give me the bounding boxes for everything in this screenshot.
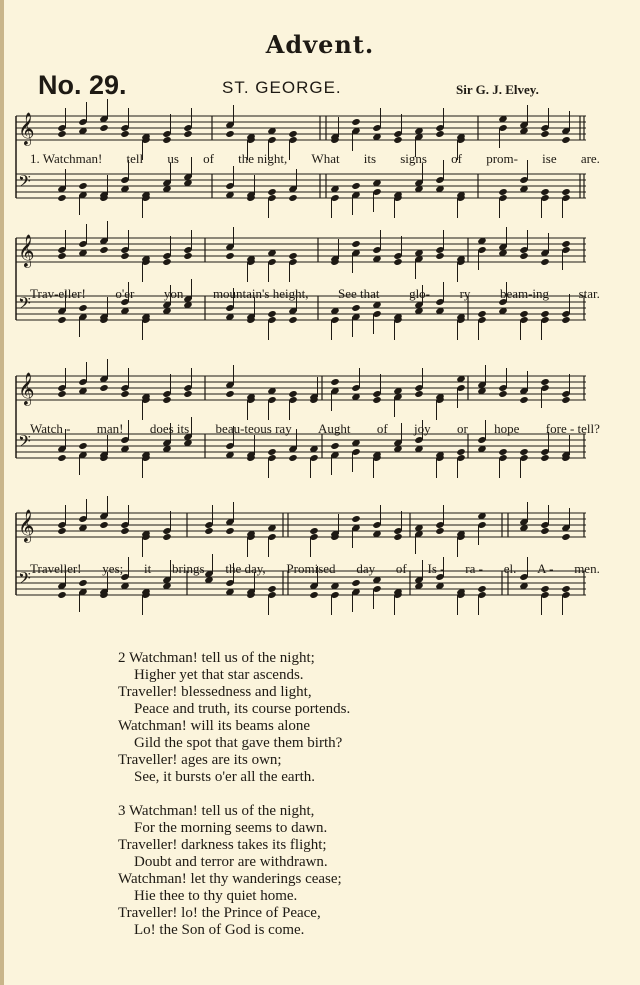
note-head bbox=[267, 188, 276, 196]
note-head bbox=[57, 316, 66, 324]
lyric-syllable: ry bbox=[459, 286, 471, 301]
treble-clef: 𝄞 bbox=[18, 509, 35, 542]
composer: Sir G. J. Elvey. bbox=[456, 82, 539, 97]
note-head bbox=[540, 310, 549, 318]
note-head bbox=[351, 304, 360, 312]
note-head bbox=[351, 515, 360, 523]
note-head bbox=[288, 390, 297, 398]
lyric-syllable: Promised bbox=[286, 561, 336, 576]
note-head bbox=[414, 390, 423, 398]
note-head bbox=[120, 390, 129, 398]
note-head bbox=[435, 252, 444, 260]
note-head bbox=[183, 390, 192, 398]
note-head bbox=[561, 240, 570, 248]
note-head bbox=[57, 130, 66, 138]
note-head bbox=[57, 454, 66, 462]
verse-line: Doubt and terror are withdrawn. bbox=[134, 854, 328, 870]
note-head bbox=[120, 527, 129, 535]
verse-2 bbox=[118, 650, 350, 786]
note-head bbox=[561, 533, 570, 541]
lyric-syllable: of bbox=[376, 421, 388, 436]
lyric-syllable: 1. Watchman! bbox=[30, 151, 103, 166]
note-head bbox=[519, 252, 528, 260]
lyric-syllable: Trav-eller! bbox=[30, 286, 86, 301]
note-head bbox=[288, 316, 297, 324]
note-head bbox=[351, 118, 360, 126]
music-system-1 bbox=[0, 110, 640, 230]
note-head bbox=[183, 130, 192, 138]
note-head bbox=[162, 396, 171, 404]
lyric-syllable: Is - bbox=[427, 561, 445, 576]
note-head bbox=[57, 591, 66, 599]
lyric-syllable: signs bbox=[400, 151, 427, 166]
verse-line: Traveller! ages are its own; bbox=[118, 752, 282, 768]
lyric-syllable: Traveller! bbox=[30, 561, 82, 576]
note-head bbox=[351, 182, 360, 190]
lyric-line-2 bbox=[30, 286, 600, 302]
note-head bbox=[225, 130, 234, 138]
note-head bbox=[498, 448, 507, 456]
bass-clef: 𝄢 bbox=[18, 171, 31, 195]
note-head bbox=[498, 188, 507, 196]
lyric-syllable: beam-ing bbox=[499, 286, 550, 301]
lyric-syllable: the day, bbox=[225, 561, 266, 576]
verse-line: Peace and truth, its course portends. bbox=[134, 701, 351, 717]
lyric-syllable: ise bbox=[542, 151, 557, 166]
note-head bbox=[330, 378, 339, 386]
note-head bbox=[267, 310, 276, 318]
lyric-syllable: of bbox=[203, 151, 214, 166]
lyric-syllable: What bbox=[311, 151, 340, 166]
verse-line: Watchman! let thy wanderings cease; bbox=[118, 871, 342, 887]
verse-line: Hie thee to thy quiet home. bbox=[134, 888, 298, 904]
lyric-syllable: of bbox=[451, 151, 463, 166]
lyric-line-1 bbox=[30, 151, 600, 167]
note-head bbox=[225, 390, 234, 398]
note-head bbox=[393, 136, 402, 144]
note-head bbox=[561, 585, 570, 593]
note-head bbox=[540, 454, 549, 462]
note-head bbox=[540, 188, 549, 196]
lyric-syllable: beau-teous ray bbox=[215, 421, 292, 436]
note-head bbox=[57, 390, 66, 398]
verse-line: Lo! the Son of God is come. bbox=[134, 922, 305, 938]
lyric-syllable: are. bbox=[580, 151, 600, 166]
note-head bbox=[162, 136, 171, 144]
note-head bbox=[309, 591, 318, 599]
note-head bbox=[435, 130, 444, 138]
bass-clef: 𝄢 bbox=[18, 293, 31, 317]
note-head bbox=[78, 182, 87, 190]
lyric-syllable: brings bbox=[172, 561, 205, 576]
lyric-syllable: mountain's height, bbox=[212, 286, 309, 301]
note-head bbox=[477, 310, 486, 318]
note-head bbox=[57, 527, 66, 535]
lyric-line-4 bbox=[30, 561, 600, 577]
note-head bbox=[225, 527, 234, 535]
note-head bbox=[162, 258, 171, 266]
additional-verses bbox=[118, 650, 350, 956]
note-head bbox=[561, 396, 570, 404]
note-head bbox=[120, 252, 129, 260]
lyric-syllable: See that bbox=[338, 286, 380, 301]
note-head bbox=[267, 448, 276, 456]
verse-line: 2 Watchman! tell us of the night; bbox=[118, 650, 315, 666]
note-head bbox=[288, 454, 297, 462]
note-head bbox=[351, 240, 360, 248]
hymn-number: No. 29. bbox=[38, 70, 127, 100]
verse-3 bbox=[118, 803, 350, 939]
note-head bbox=[309, 527, 318, 535]
treble-clef: 𝄞 bbox=[18, 234, 35, 267]
note-head bbox=[540, 527, 549, 535]
lyric-syllable: or bbox=[457, 421, 468, 436]
note-head bbox=[288, 130, 297, 138]
lyric-syllable: yes; bbox=[102, 561, 124, 576]
note-head bbox=[99, 521, 108, 529]
note-head bbox=[78, 304, 87, 312]
lyric-syllable: joy bbox=[414, 421, 431, 436]
note-head bbox=[330, 442, 339, 450]
note-head bbox=[351, 579, 360, 587]
note-head bbox=[99, 246, 108, 254]
note-head bbox=[540, 378, 549, 386]
note-head bbox=[540, 585, 549, 593]
verse-line: Traveller! darkness takes its flight; bbox=[118, 837, 327, 853]
lyric-syllable: us bbox=[167, 151, 179, 166]
note-head bbox=[561, 316, 570, 324]
bass-clef: 𝄢 bbox=[18, 568, 31, 592]
note-head bbox=[162, 533, 171, 541]
note-head bbox=[288, 252, 297, 260]
note-head bbox=[288, 194, 297, 202]
lyric-syllable: el. bbox=[503, 561, 517, 576]
lyric-syllable: o'er bbox=[115, 286, 135, 301]
note-head bbox=[225, 252, 234, 260]
lyric-syllable: its bbox=[363, 151, 377, 166]
note-head bbox=[540, 130, 549, 138]
note-head bbox=[99, 124, 108, 132]
lyric-syllable: day bbox=[356, 561, 376, 576]
verse-line: Watchman! will its beams alone bbox=[118, 718, 311, 734]
section-title: Advent. bbox=[265, 30, 375, 59]
note-head bbox=[267, 585, 276, 593]
verse-line: Traveller! blessedness and light, bbox=[118, 684, 312, 700]
lyric-syllable: of bbox=[395, 561, 407, 576]
note-head bbox=[561, 136, 570, 144]
note-head bbox=[561, 188, 570, 196]
lyric-syllable: Aught bbox=[318, 421, 351, 436]
note-head bbox=[57, 252, 66, 260]
note-head bbox=[78, 579, 87, 587]
lyric-syllable: Watch - bbox=[30, 421, 71, 436]
verse-line: 3 Watchman! tell us of the night, bbox=[118, 803, 315, 819]
lyric-syllable: yon bbox=[163, 286, 184, 301]
note-head bbox=[519, 448, 528, 456]
note-head bbox=[57, 194, 66, 202]
verse-line: Traveller! lo! the Prince of Peace, bbox=[118, 905, 321, 921]
note-head bbox=[456, 448, 465, 456]
lyric-syllable: it bbox=[144, 561, 152, 576]
lyric-line-3 bbox=[30, 421, 600, 437]
lyric-syllable: the night, bbox=[238, 151, 288, 166]
lyric-syllable: A - bbox=[537, 561, 554, 576]
note-head bbox=[519, 310, 528, 318]
note-head bbox=[99, 384, 108, 392]
lyric-syllable: tell bbox=[126, 151, 144, 166]
lyric-syllable: men. bbox=[574, 561, 600, 576]
treble-clef: 𝄞 bbox=[18, 372, 35, 405]
note-head bbox=[393, 258, 402, 266]
lyric-syllable: man! bbox=[96, 421, 124, 436]
lyric-syllable: hope bbox=[494, 421, 520, 436]
lyric-syllable: does its bbox=[149, 421, 190, 436]
note-head bbox=[435, 527, 444, 535]
note-head bbox=[204, 527, 213, 535]
note-head bbox=[498, 390, 507, 398]
note-head bbox=[519, 396, 528, 404]
note-head bbox=[183, 252, 192, 260]
note-head bbox=[393, 533, 402, 541]
bass-clef: 𝄢 bbox=[18, 431, 31, 455]
note-head bbox=[78, 442, 87, 450]
verse-line: For the morning seems to dawn. bbox=[134, 820, 328, 836]
verse-line: Gild the spot that gave them birth? bbox=[134, 735, 343, 751]
tune-name: ST. GEORGE. bbox=[222, 78, 342, 97]
lyric-syllable: ra - bbox=[465, 561, 483, 576]
note-head bbox=[120, 130, 129, 138]
lyric-syllable: prom- bbox=[486, 151, 518, 166]
verse-line: See, it bursts o'er all the earth. bbox=[134, 769, 315, 785]
note-head bbox=[372, 396, 381, 404]
note-head bbox=[477, 585, 486, 593]
treble-clef: 𝄞 bbox=[18, 112, 35, 145]
lyric-syllable: glo- bbox=[409, 286, 431, 301]
lyric-syllable: star. bbox=[578, 286, 600, 301]
verse-line: Higher yet that star ascends. bbox=[134, 667, 304, 683]
lyric-syllable: fore - tell? bbox=[545, 421, 600, 436]
note-head bbox=[540, 258, 549, 266]
